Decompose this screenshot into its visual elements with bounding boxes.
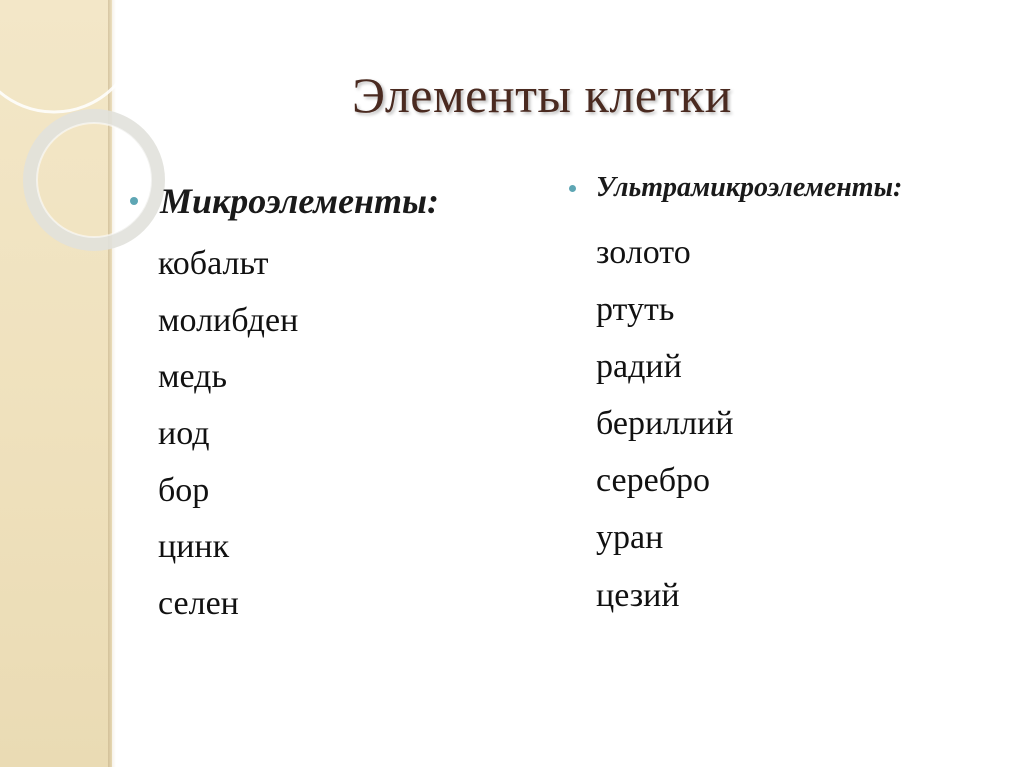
slide-title: Элементы клетки xyxy=(352,67,732,123)
list-item: бериллий xyxy=(596,405,734,443)
decorative-circle-large xyxy=(0,0,138,112)
bullet-icon xyxy=(569,185,576,192)
list-item: бор xyxy=(158,471,210,509)
list-item: серебро xyxy=(596,462,710,500)
list-item: селен xyxy=(158,585,239,623)
list-item: ртуть xyxy=(596,291,675,329)
right-column-heading: Ультрамикроэлементы: xyxy=(596,172,903,203)
left-column-heading: Микроэлементы: xyxy=(160,181,439,221)
list-item: цезий xyxy=(596,576,680,614)
left-item-list xyxy=(158,236,506,633)
right-heading-row xyxy=(565,172,1005,204)
left-heading-row xyxy=(126,180,506,222)
list-item: золото xyxy=(596,234,691,271)
bullet-icon xyxy=(130,197,138,205)
list-item: кобальт xyxy=(158,245,269,282)
list-item: цинк xyxy=(158,528,230,566)
list-item: медь xyxy=(158,358,227,396)
list-item: иод xyxy=(158,415,210,453)
right-column xyxy=(565,172,1005,624)
list-item: уран xyxy=(596,519,664,557)
right-item-list xyxy=(596,224,1005,624)
list-item: радий xyxy=(596,348,682,386)
list-item: молибден xyxy=(158,301,299,339)
left-column xyxy=(126,180,506,633)
